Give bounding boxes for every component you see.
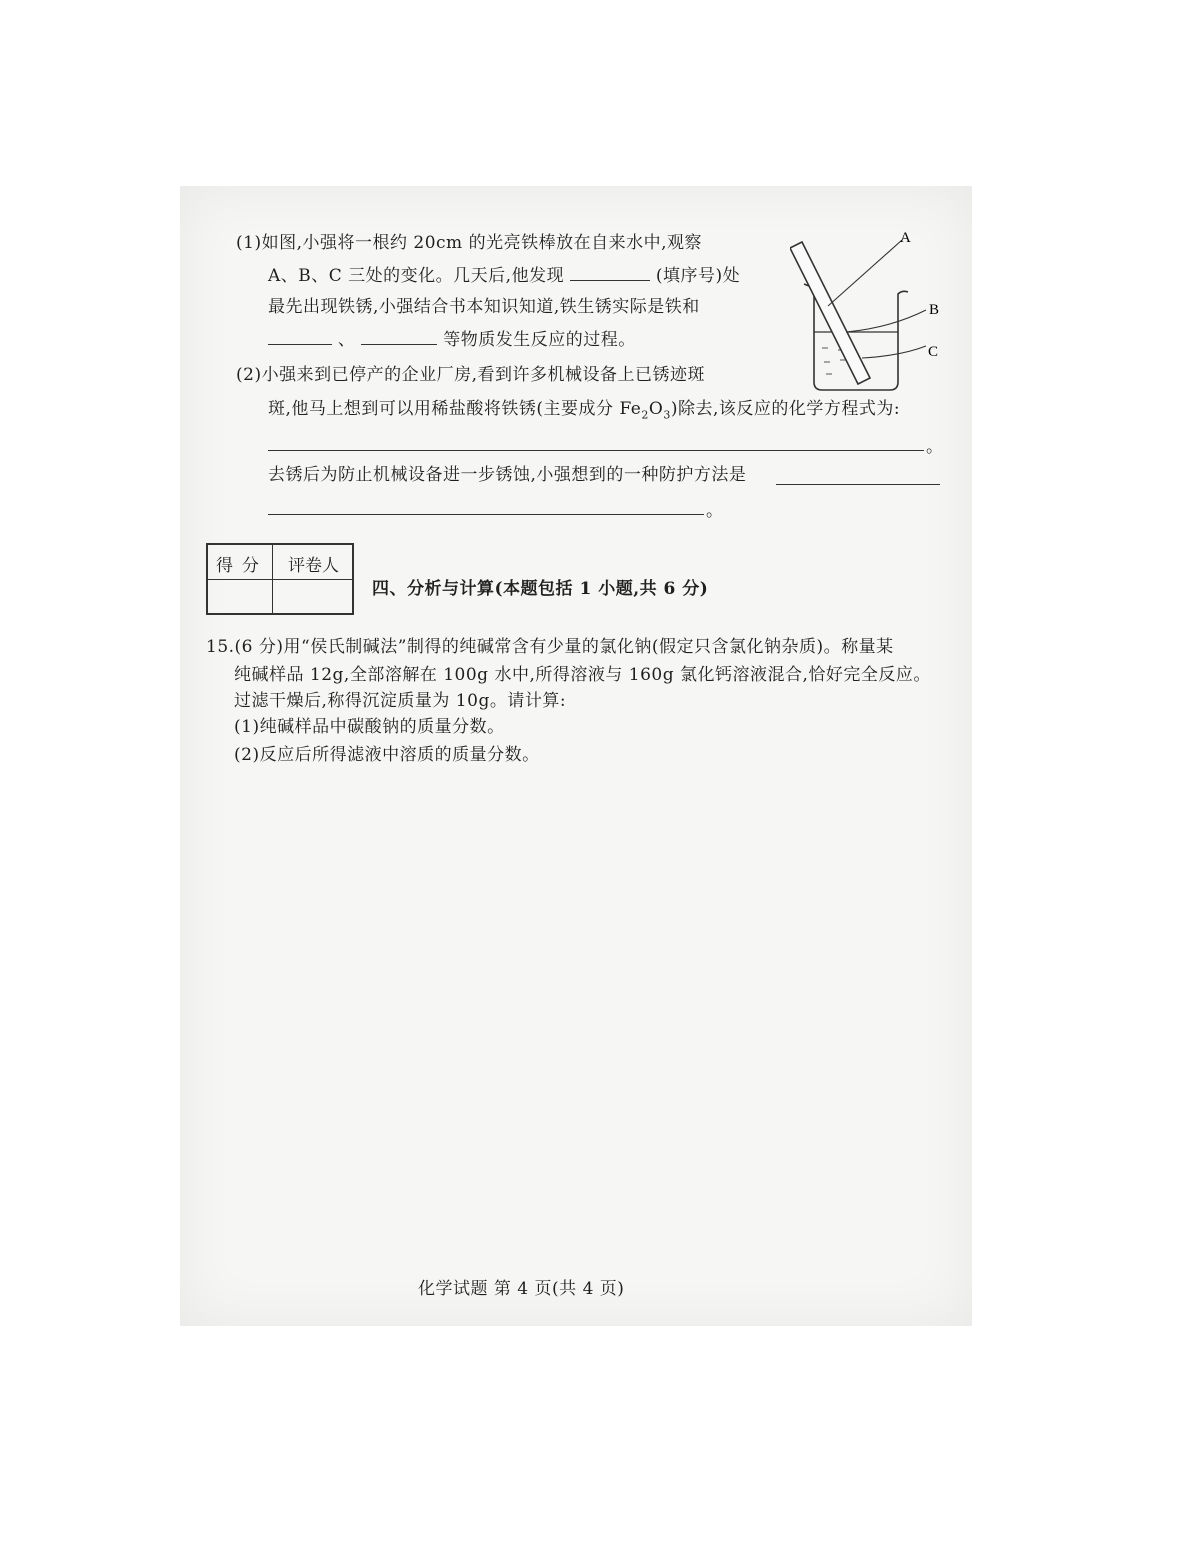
label-b: B — [929, 302, 940, 318]
q15-sub2: (2)反应后所得滤液中溶质的质量分数。 — [234, 745, 540, 765]
section-4-title: 四、分析与计算(本题包括 1 小题,共 6 分) — [372, 579, 709, 599]
subscript-2: 2 — [641, 408, 649, 422]
answer-blank-position[interactable] — [570, 264, 650, 281]
q14-part2-line2 — [268, 398, 900, 426]
q15-line2: 纯碱样品 12g,全部溶解在 100g 水中,所得溶液与 160g 氯化钙溶液混合,恰好完全反应。 — [234, 665, 931, 685]
q14-part1-line3: 最先出现铁锈,小强结合书本知识知道,铁生锈实际是铁和 — [268, 297, 700, 317]
score-header: 得分 — [216, 556, 268, 576]
score-table — [206, 543, 354, 615]
answer-line-protection-1[interactable] — [776, 484, 940, 485]
leader-line-a — [828, 240, 902, 306]
q14-part2-line2-text-b: O — [648, 399, 664, 419]
q15-line1: 15.(6 分)用“侯氏制碱法”制得的纯碱常含有少量的氯化钠(假定只含氯化钠杂质)。称量某 — [206, 637, 894, 657]
leader-line-b — [846, 310, 926, 332]
label-a: A — [900, 230, 911, 246]
leader-line-c — [862, 346, 926, 358]
q14-part1-line4-sep: 、 — [337, 330, 356, 350]
label-c: C — [928, 344, 939, 360]
table-divider-horizontal — [208, 579, 352, 580]
page-footer: 化学试题 第 4 页(共 4 页) — [418, 1279, 625, 1299]
beaker-iron-rod-figure — [790, 228, 950, 398]
q14-part2-line2-text-c: )除去,该反应的化学方程式为: — [670, 399, 901, 419]
q14-part2-line1: (2)小强来到已停产的企业厂房,看到许多机械设备上已锈迹斑 — [236, 365, 705, 385]
q14-part1-line4-text: 等物质发生反应的过程。 — [443, 330, 636, 350]
answer-line-protection-2[interactable] — [268, 514, 704, 515]
answer-blank-substance-2[interactable] — [361, 328, 437, 345]
q14-part1-line1: (1)如图,小强将一根约 20cm 的光亮铁棒放在自来水中,观察 — [236, 233, 702, 253]
iron-rod — [790, 242, 870, 384]
answer-line-equation[interactable] — [268, 450, 924, 451]
grader-header: 评卷人 — [288, 556, 339, 576]
answer-blank-substance-1[interactable] — [268, 328, 332, 345]
q14-part2-line4: 去锈后为防止机械设备进一步锈蚀,小强想到的一种防护方法是 — [268, 465, 747, 485]
q15-sub1: (1)纯碱样品中碳酸钠的质量分数。 — [234, 717, 505, 737]
equation-period: 。 — [926, 437, 943, 457]
subscript-3: 3 — [663, 408, 671, 422]
q14-part1-line4 — [268, 328, 636, 351]
q14-part2-line2-text-a: 斑,他马上想到可以用稀盐酸将铁锈(主要成分 Fe — [268, 399, 642, 419]
protection-period: 。 — [706, 501, 723, 521]
q15-line3: 过滤干燥后,称得沉淀质量为 10g。请计算: — [234, 691, 567, 711]
q14-part1-line2-text-a: A、B、C 三处的变化。几天后,他发现 — [268, 266, 565, 286]
q14-part1-line2 — [268, 264, 740, 287]
q14-part1-line2-text-b: (填序号)处 — [655, 266, 741, 286]
